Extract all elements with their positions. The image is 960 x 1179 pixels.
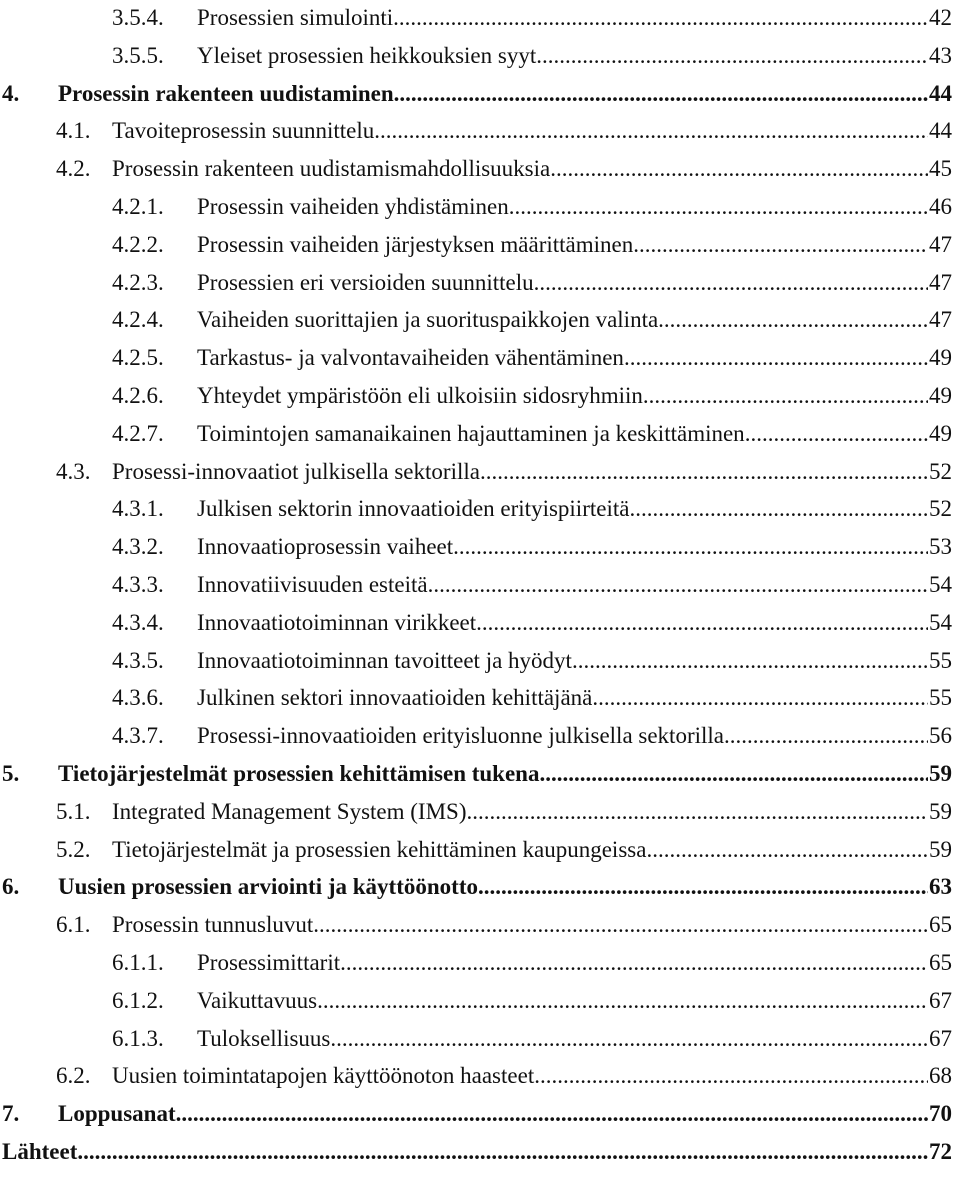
- toc-entry-number: 5.1.: [56, 798, 91, 824]
- dot-leader: [313, 907, 928, 943]
- toc-entry-title: Prosessin vaiheiden järjestyksen määrittäminen: [197, 231, 634, 257]
- toc-entry-title: Innovaatiotoiminnan tavoitteet ja hyödyt: [197, 647, 572, 673]
- toc-entry-title: Prosessi-innovaatiot julkisella sektorilla: [112, 458, 480, 484]
- toc-entry-leader: [197, 529, 952, 565]
- dot-leader: [724, 718, 928, 754]
- toc-entry[interactable]: [0, 605, 960, 641]
- toc-entry-number: 4.2.7.: [112, 420, 164, 446]
- toc-entry[interactable]: [0, 76, 960, 112]
- toc-entry[interactable]: [0, 869, 960, 905]
- toc-entry-page-number: 67: [929, 987, 952, 1013]
- toc-entry-leader: [197, 945, 952, 981]
- dot-leader: [476, 605, 928, 641]
- dot-leader: [539, 756, 928, 792]
- toc-entry[interactable]: [0, 945, 960, 981]
- toc-entry[interactable]: [0, 0, 960, 36]
- toc-entry[interactable]: [0, 416, 960, 452]
- toc-entry-page-number: 54: [929, 572, 952, 597]
- toc-entry-title: Tarkastus- ja valvontavaiheiden vähentäminen: [197, 345, 624, 371]
- toc-entry[interactable]: [0, 907, 960, 943]
- toc-entry[interactable]: [0, 302, 960, 338]
- toc-entry-number: 5.: [2, 761, 20, 786]
- toc-entry-title: Uusien toimintatapojen käyttöönoton haasteet: [112, 1063, 535, 1089]
- dot-leader: [480, 454, 928, 490]
- toc-entry-page-number: 46: [929, 194, 952, 219]
- toc-entry-leader: [197, 416, 952, 452]
- toc-entry-title: Innovatiivisuuden esteitä: [197, 572, 428, 597]
- toc-entry-number: 4.3.6.: [112, 685, 164, 711]
- toc-entry-title: Tietojärjestelmät ja prosessien kehittäminen kaupungeissa: [112, 836, 647, 862]
- toc-entry-leader: [112, 832, 952, 868]
- toc-entry-title: Prosessi-innovaatioiden erityisluonne julkisella sektorilla: [197, 723, 724, 749]
- toc-entry-title: Julkisen sektorin innovaatioiden erityispiirteitä: [197, 496, 630, 522]
- toc-entry-page-number: 52: [929, 496, 952, 522]
- toc-entry[interactable]: [0, 227, 960, 263]
- toc-entry-title: Lähteet: [2, 1139, 78, 1164]
- toc-entry-number: 4.3.: [56, 458, 91, 484]
- toc-entry-title: Innovaatioprosessin vaiheet: [197, 534, 454, 560]
- toc-entry-number: 3.5.5.: [112, 42, 164, 68]
- toc-entry-number: 6.1.2.: [112, 987, 164, 1013]
- toc-entry[interactable]: [0, 378, 960, 414]
- toc-entry-number: 6.: [2, 874, 20, 900]
- toc-entry-leader: [197, 378, 952, 414]
- toc-entry-page-number: 52: [929, 458, 952, 484]
- toc-entry-page-number: 45: [929, 156, 952, 182]
- dot-leader: [428, 567, 928, 603]
- toc-entry-title: Yleiset prosessien heikkouksien syyt: [197, 42, 537, 68]
- dot-leader: [317, 983, 928, 1019]
- dot-leader: [330, 1021, 928, 1057]
- toc-entry-title: Julkinen sektori innovaatioiden kehittäjänä: [197, 685, 593, 711]
- toc-entry-page-number: 49: [929, 345, 952, 371]
- toc-entry-page-number: 55: [929, 685, 952, 711]
- toc-entry-leader: [197, 340, 952, 376]
- toc-entry-page-number: 47: [929, 307, 952, 333]
- toc-entry-title: Loppusanat: [58, 1101, 176, 1127]
- toc-entry-number: 4.2.: [56, 156, 91, 182]
- toc-entry[interactable]: [0, 38, 960, 74]
- toc-entry-number: 7.: [2, 1101, 20, 1127]
- toc-entry[interactable]: [0, 491, 960, 527]
- toc-entry-leader: [197, 189, 952, 225]
- dot-leader: [374, 113, 928, 149]
- dot-leader: [509, 189, 928, 225]
- toc-entry-number: 4.3.3.: [112, 572, 164, 597]
- toc-entry[interactable]: [0, 567, 960, 603]
- toc-entry-title: Innovaatiotoiminnan virikkeet: [197, 609, 477, 635]
- toc-entry-leader: [112, 454, 952, 490]
- toc-entry-page-number: 65: [929, 950, 952, 975]
- toc-entry-title: Tietojärjestelmät prosessien kehittämisen tukena: [58, 761, 540, 786]
- toc-entry-leader: [197, 1021, 952, 1057]
- toc-entry-title: Prosessin tunnusluvut: [112, 912, 314, 938]
- toc-entry[interactable]: [0, 983, 960, 1019]
- toc-entry[interactable]: [0, 832, 960, 868]
- toc-entry-leader: [197, 567, 952, 603]
- toc-entry-title: Prosessimittarit: [197, 950, 341, 975]
- dot-leader: [745, 416, 928, 452]
- dot-leader: [550, 151, 928, 187]
- toc-entry-title: Tavoiteprosessin suunnittelu: [112, 118, 375, 144]
- dot-leader: [658, 302, 928, 338]
- toc-entry-leader: [197, 605, 952, 641]
- toc-entry-leader: [197, 643, 952, 679]
- toc-entry-leader: [197, 227, 952, 263]
- dot-leader: [534, 265, 928, 301]
- toc-entry-page-number: 53: [929, 534, 952, 560]
- toc-entry-title: Yhteydet ympäristöön eli ulkoisiin sidosryhmiin: [197, 383, 643, 408]
- toc-entry-leader: [197, 491, 952, 527]
- toc-entry-page-number: 56: [929, 723, 952, 749]
- toc-entry-page-number: 72: [929, 1139, 952, 1164]
- toc-entry-number: 6.1.3.: [112, 1025, 164, 1051]
- toc-entry-leader: [197, 983, 952, 1019]
- toc-entry-number: 4.3.7.: [112, 723, 164, 749]
- toc-entry-number: 4.2.4.: [112, 307, 164, 333]
- dot-leader: [467, 794, 929, 830]
- toc-entry-page-number: 47: [929, 231, 952, 257]
- toc-entry-leader: [58, 756, 952, 792]
- toc-entry[interactable]: [0, 680, 960, 716]
- toc-entry[interactable]: [0, 1134, 960, 1170]
- toc-entry-leader: [197, 38, 952, 74]
- toc-entry-title: Prosessin vaiheiden yhdistäminen: [197, 194, 509, 219]
- dot-leader: [340, 945, 928, 981]
- toc-entry-number: 4.2.2.: [112, 231, 164, 257]
- toc-entry[interactable]: [0, 189, 960, 225]
- toc-entry-leader: [112, 151, 952, 187]
- toc-entry-leader: [197, 265, 952, 301]
- toc-entry-title: Prosessien simulointi: [197, 5, 394, 30]
- dot-leader: [633, 227, 928, 263]
- toc-entry-number: 4.2.3.: [112, 269, 164, 295]
- dot-leader: [77, 1134, 928, 1170]
- toc-entry[interactable]: [0, 643, 960, 679]
- dot-leader: [176, 1096, 928, 1132]
- toc-entry-leader: [112, 1058, 952, 1094]
- dot-leader: [394, 76, 928, 112]
- toc-entry-number: 4.3.1.: [112, 496, 164, 522]
- toc-entry-number: 4.3.4.: [112, 609, 164, 635]
- toc-entry-title: Prosessin rakenteen uudistaminen: [58, 80, 394, 106]
- toc-entry-title: Prosessien eri versioiden suunnittelu: [197, 269, 534, 295]
- toc-entry-page-number: 49: [929, 383, 952, 408]
- toc-entry[interactable]: [0, 1058, 960, 1094]
- toc-entry-number: 5.2.: [56, 836, 91, 862]
- toc-entry-number: 6.2.: [56, 1063, 91, 1089]
- toc-entry-number: 4.: [2, 80, 20, 106]
- toc-entry-title: Vaikuttavuus: [197, 987, 318, 1013]
- toc-entry-title: Toimintojen samanaikainen hajauttaminen ja keskittäminen: [197, 420, 745, 446]
- toc-entry-leader: [58, 1096, 952, 1132]
- toc-entry-title: Vaiheiden suorittajien ja suorituspaikkojen valinta: [197, 307, 659, 333]
- toc-entry[interactable]: [0, 1021, 960, 1057]
- toc-entry[interactable]: [0, 265, 960, 301]
- toc-entry-number: 4.1.: [56, 118, 91, 144]
- toc-entry[interactable]: [0, 794, 960, 830]
- toc-entry-number: 4.3.5.: [112, 647, 164, 673]
- toc-entry[interactable]: [0, 151, 960, 187]
- toc-entry-leader: [2, 1134, 952, 1170]
- toc-entry-page-number: 59: [929, 761, 952, 786]
- toc-entry-number: 4.2.6.: [112, 383, 164, 408]
- toc-entry-page-number: 63: [929, 874, 952, 900]
- toc-entry-number: 4.2.1.: [112, 194, 164, 219]
- toc-entry-title: Prosessin rakenteen uudistamismahdollisuuksia: [112, 156, 551, 182]
- toc-entry-page-number: 59: [929, 836, 952, 862]
- toc-entry-page-number: 70: [929, 1101, 952, 1127]
- toc-entry-number: 4.2.5.: [112, 345, 164, 371]
- toc-entry-leader: [197, 302, 952, 338]
- dot-leader: [629, 491, 928, 527]
- toc-entry-leader: [58, 76, 952, 112]
- dot-leader: [453, 529, 928, 565]
- toc-entry[interactable]: [0, 454, 960, 490]
- toc-entry-leader: [197, 0, 952, 36]
- toc-entry-page-number: 59: [929, 798, 952, 824]
- toc-entry-leader: [58, 869, 952, 905]
- toc-entry-leader: [112, 907, 952, 943]
- dot-leader: [592, 680, 928, 716]
- toc-entry-number: 4.3.2.: [112, 534, 164, 560]
- dot-leader: [534, 1058, 928, 1094]
- toc-entry-page-number: 68: [929, 1063, 952, 1089]
- dot-leader: [572, 643, 928, 679]
- dot-leader: [393, 0, 928, 36]
- toc-entry-page-number: 43: [929, 42, 952, 68]
- toc-entry[interactable]: [0, 756, 960, 792]
- toc-entry-page-number: 42: [929, 5, 952, 30]
- toc-entry-title: Tuloksellisuus: [197, 1025, 331, 1051]
- toc-entry-page-number: 54: [929, 609, 952, 635]
- toc-entry[interactable]: [0, 718, 960, 754]
- dot-leader: [536, 38, 928, 74]
- toc-entry-page-number: 44: [929, 80, 952, 106]
- toc-entry-page-number: 44: [929, 118, 952, 144]
- toc-entry-leader: [112, 794, 952, 830]
- toc-entry-page-number: 47: [929, 269, 952, 295]
- toc-entry-number: 6.1.1.: [112, 950, 164, 975]
- toc-entry-leader: [112, 113, 952, 149]
- toc-entry-title: Uusien prosessien arviointi ja käyttöönotto: [58, 874, 478, 900]
- toc-entry-title: Integrated Management System (IMS): [112, 798, 467, 824]
- toc-entry-page-number: 49: [929, 420, 952, 446]
- dot-leader: [643, 378, 928, 414]
- toc-entry[interactable]: [0, 113, 960, 149]
- dot-leader: [624, 340, 928, 376]
- toc-entry-page-number: 55: [929, 647, 952, 673]
- toc-entry-page-number: 65: [929, 912, 952, 938]
- toc-entry-page-number: 67: [929, 1025, 952, 1051]
- toc-entry[interactable]: [0, 1096, 960, 1132]
- toc-entry-leader: [197, 718, 952, 754]
- toc-entry[interactable]: [0, 529, 960, 565]
- dot-leader: [478, 869, 928, 905]
- toc-entry[interactable]: [0, 340, 960, 376]
- toc-entry-leader: [197, 680, 952, 716]
- toc-entry-number: 3.5.4.: [112, 5, 164, 30]
- toc-entry-number: 6.1.: [56, 912, 91, 938]
- dot-leader: [646, 832, 928, 868]
